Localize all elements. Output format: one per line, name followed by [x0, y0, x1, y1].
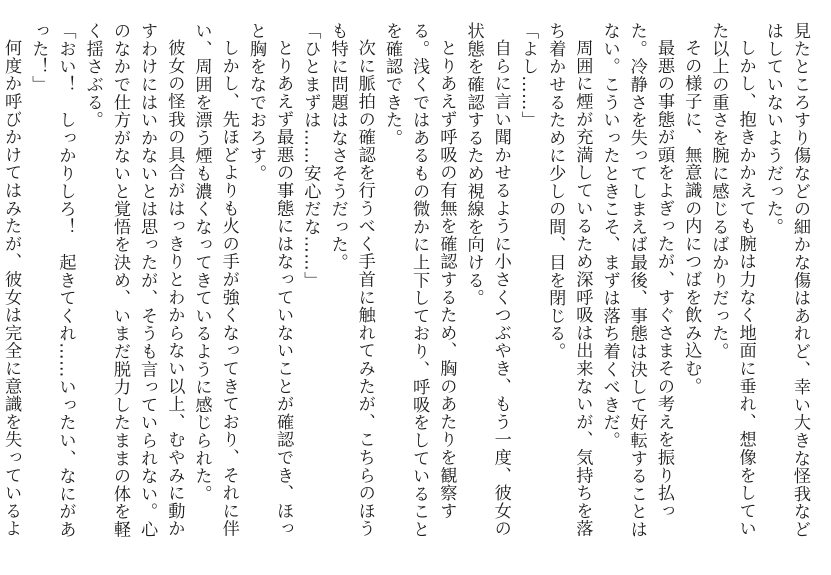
paragraph: 彼女の怪我の具合がはっきりとわからない以上、むやみに動かすわけにはいかないとは思ったが、そうも言っていられない。心のなかで仕方がないと覚悟を決め、いまだ脱力したままの体を軽く揺さぶる。: [82, 22, 185, 539]
paragraph: 何度か呼びかけてはみたが、彼女は完全に意識を失っているよ: [1, 39, 22, 538]
paragraph: しかし、抱きかかえても腕は力なく地面に垂れ、想像をしていた以上の重さを腕に感じるばかりだった。: [708, 22, 756, 538]
paragraph: 見たところすり傷などの細かな傷はあれど、幸い大きな怪我などはしていないようだった。: [762, 22, 810, 539]
dialogue-line: 「ひとまずは……安心だな……」: [300, 22, 321, 289]
paragraph: 最悪の事態が頭をよぎったが、すぐさまその考えを振り払った。冷静さを失ってしまえば最後、事態は決して好転することはない。こういったときこそ、まずは落ち着くべきだ。: [599, 22, 674, 539]
paragraph: 自らに言い聞かせるように小さくつぶやき、もう一度、彼女の状態を確認するため視線を向ける。: [463, 22, 511, 538]
dialogue-line: 「よし……」: [517, 22, 538, 129]
paragraph: 周囲に煙が充満しているため深呼吸は出来ないが、気持ちを落ち着かせるために少しの間、目を閉じる。: [545, 22, 593, 538]
vertical-text-body: [0, 22, 813, 552]
paragraph: 次に脈拍の確認を行うべく手首に触れてみたが、こちらのほうも特に問題はなさそうだった。: [327, 22, 375, 538]
paragraph: しかし、先ほどよりも火の手が強くなってきており、それに伴い、周囲を漂う煙も濃くなってきているように感じられた。: [191, 22, 239, 538]
paragraph: とりあえず呼吸の有無を確認するため、胸のあたりを観察する。浅くではあるもの微かに上下しており、呼吸をしていることを確認できた。: [381, 22, 457, 539]
dialogue-line: 「おい！ しっかりしろ！ 起きてくれ……いったい、なにがあった！」: [28, 22, 76, 539]
paragraph: その様子に、無意識の内につばを飲み込む。: [681, 39, 702, 396]
paragraph: とりあえず最悪の事態にはなっていないことが確認でき、ほっと胸をなでおろす。: [245, 22, 294, 538]
